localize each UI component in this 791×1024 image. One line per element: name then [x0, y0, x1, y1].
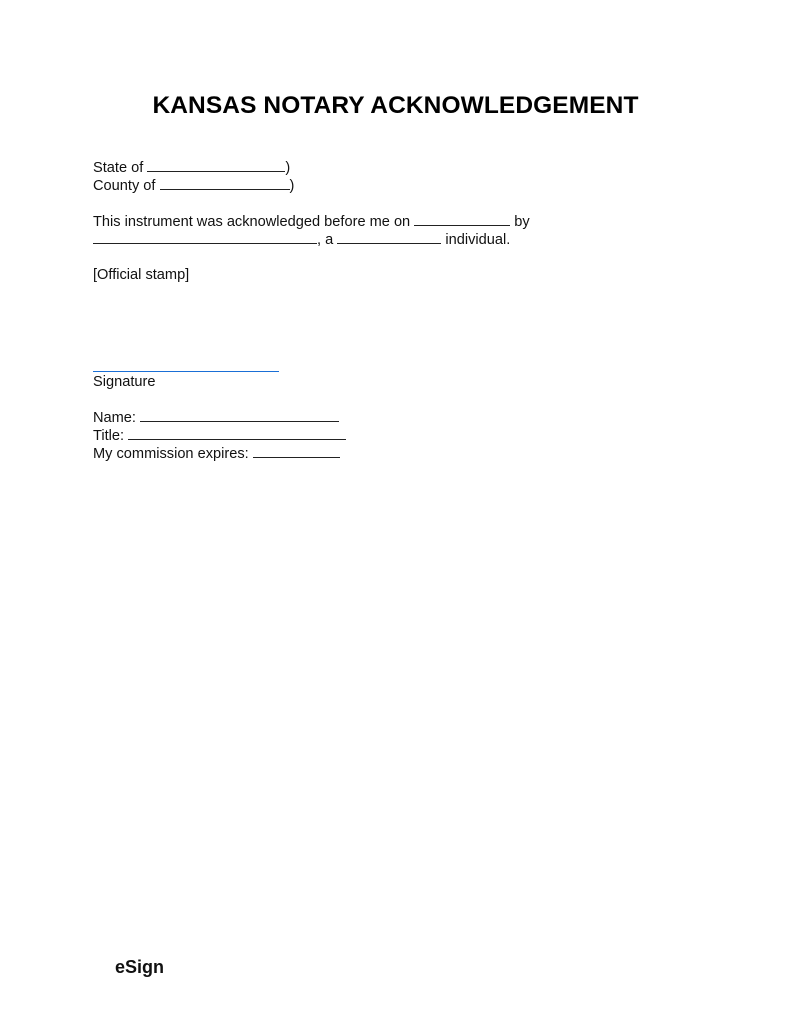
commission-field[interactable]: [253, 444, 340, 458]
esign-logo: eSign: [115, 957, 165, 977]
title-field[interactable]: [128, 426, 346, 440]
capacity-field[interactable]: [337, 230, 441, 244]
document-title: KANSAS NOTARY ACKNOWLEDGEMENT: [152, 92, 639, 119]
ack-text: , a: [317, 232, 334, 248]
commission-line: [93, 444, 340, 463]
county-field[interactable]: [160, 176, 290, 190]
county-line: [93, 176, 294, 195]
name-line: [93, 408, 339, 427]
signer-name-field[interactable]: [93, 230, 317, 244]
acknowledgement-line-2: [93, 230, 510, 249]
signature-line[interactable]: [93, 371, 279, 372]
date-field[interactable]: [414, 212, 510, 226]
county-label: County of: [93, 178, 156, 194]
name-field[interactable]: [140, 408, 339, 422]
state-label: State of: [93, 160, 144, 176]
commission-label: My commission expires:: [93, 446, 249, 462]
title-label: Title:: [93, 428, 125, 444]
title-line: [93, 426, 346, 445]
signature-label: Signature: [93, 374, 156, 390]
paren: ): [285, 160, 291, 176]
ack-text: individual.: [445, 232, 511, 248]
acknowledgement-line-1: [93, 212, 530, 231]
ack-text: by: [514, 214, 530, 230]
paren: ): [289, 178, 295, 194]
ack-text: This instrument was acknowledged before me on: [93, 214, 411, 230]
state-field[interactable]: [147, 158, 285, 172]
official-stamp: [Official stamp]: [93, 267, 190, 283]
name-label: Name:: [93, 410, 136, 426]
state-line: [93, 158, 290, 177]
